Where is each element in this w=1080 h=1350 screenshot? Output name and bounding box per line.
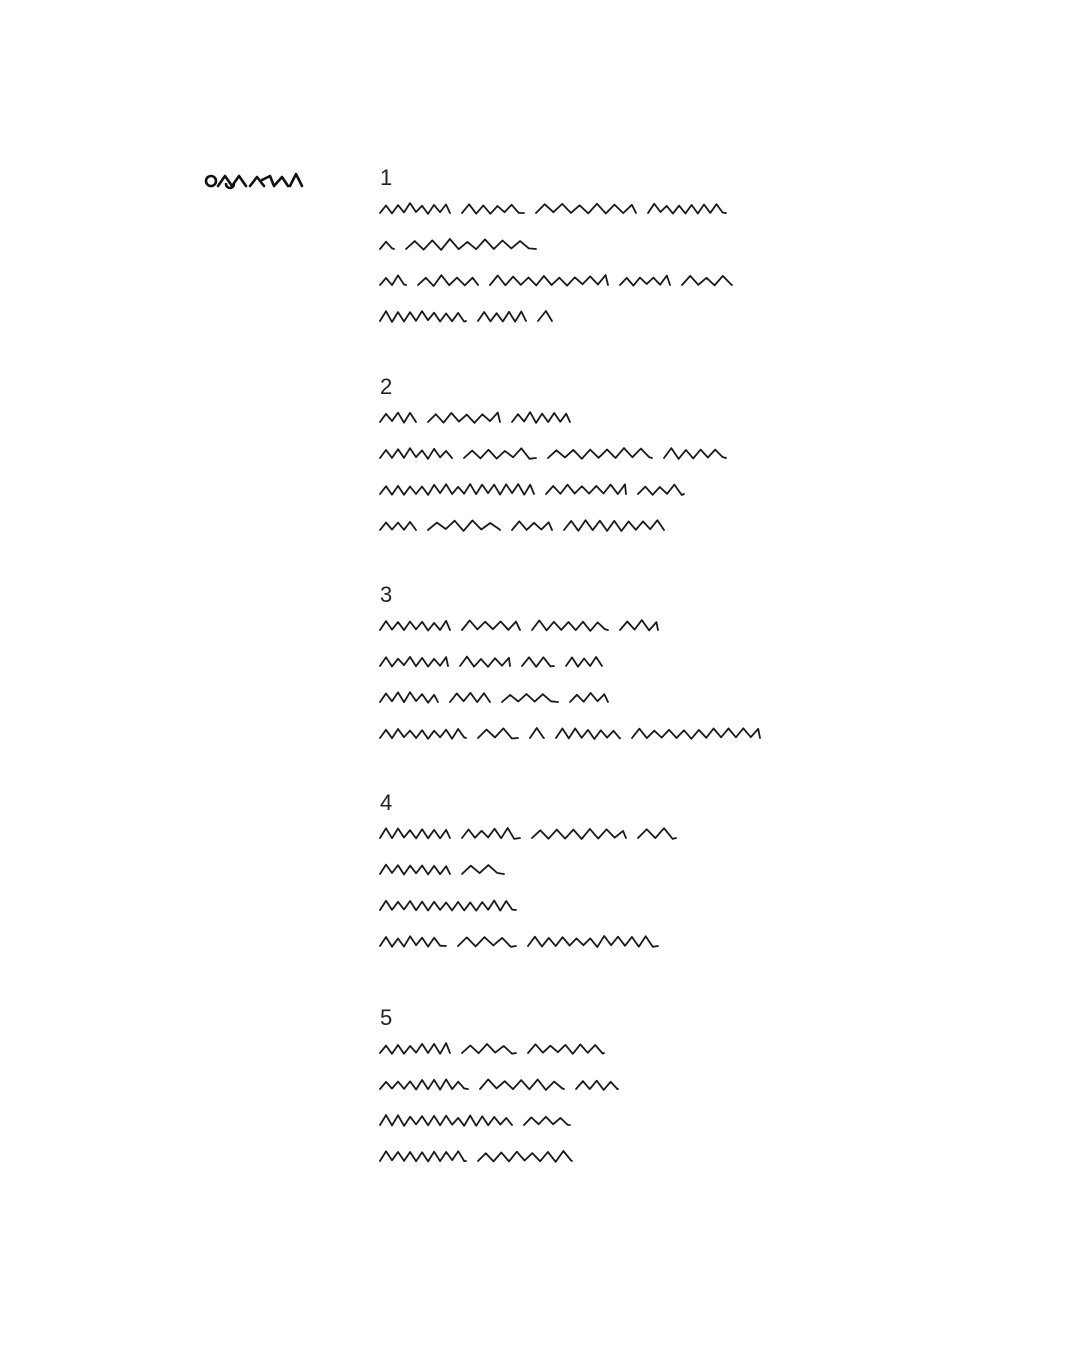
glyph-word [428,413,500,423]
verse-line [380,399,800,435]
glyph-word [502,694,558,702]
glyph-word [522,657,554,667]
verse-line [380,190,800,226]
verse-line-text [380,507,381,508]
verse-line-text [380,923,381,924]
verse-line [380,298,800,334]
verse-line [380,1066,800,1102]
glyph-word [380,865,450,875]
glyph-word [462,828,520,839]
verse-line-text [380,262,381,263]
verse-line [380,1030,800,1066]
stanza-number: 2 [380,374,393,399]
glyph-word [528,1044,604,1054]
verse-line-text [380,1138,381,1139]
glyph-word [528,936,658,947]
glyph-word [380,275,406,285]
verse-line [380,226,800,262]
document-title-glyphs [202,166,312,192]
stanza-5 [380,1006,800,1174]
glyph-word [418,275,478,286]
verse-line-glyphs [380,201,800,217]
verse-line-glyphs [380,446,800,462]
glyph-word [480,1079,564,1090]
verse-line [380,643,800,679]
glyph-word [648,204,726,214]
verse-line [380,679,800,715]
stanza-1 [380,166,800,334]
glyph-word [524,1117,570,1125]
glyph-word [570,693,608,702]
verse-line-glyphs [380,410,800,426]
verse-line-glyphs [380,862,800,878]
glyph-word [478,1151,572,1162]
glyph-word [462,620,520,630]
glyph-word [462,1044,516,1054]
glyph-word [478,728,518,738]
glyph-word [380,484,534,495]
verse-line-text [380,607,381,608]
glyph-word [620,276,670,286]
stanza-number: 4 [380,790,393,815]
glyph-word [536,204,636,214]
glyph-word [576,1081,618,1090]
stanza-number: 3 [380,582,393,607]
glyph-word [450,693,490,702]
glyph-word [380,413,416,423]
verse-line-glyphs [380,309,800,325]
verse-line [380,262,800,298]
verse-line-glyphs [380,618,800,634]
verse-line-glyphs [380,726,800,742]
verse-line-glyphs [380,1113,800,1129]
glyph-word [380,828,450,838]
document-title [202,166,312,192]
verse-line-glyphs [380,273,800,289]
verse-line-text [380,1030,381,1031]
glyph-word [406,239,536,250]
stanza-3 [380,583,800,751]
verse-line-glyphs [380,1149,800,1165]
glyph-word [380,448,452,459]
glyph-word [462,865,504,874]
verse-line-glyphs [380,654,800,670]
verse-line-text [380,679,381,680]
verse-line [380,887,800,923]
verse-line-glyphs [380,934,800,950]
glyph-word [428,521,500,531]
verse-line-text [380,1102,381,1103]
glyph-word [632,728,760,739]
verse-line [380,507,800,543]
glyph-word [380,936,446,946]
glyph-word [380,729,466,739]
verse-line-glyphs [380,237,800,253]
verse-line-text [380,190,381,191]
verse-line-glyphs [380,898,800,914]
verse-line-text [380,887,381,888]
verse-line [380,851,800,887]
verse-line-glyphs [380,826,800,842]
verse-line [380,1102,800,1138]
glyph-word [458,937,516,947]
verse-line [380,715,800,751]
glyph-word [380,242,394,249]
glyph-word [464,448,536,459]
verse-line-text [380,1066,381,1067]
verse-line [380,435,800,471]
glyph-word [478,312,526,322]
verse-line-text [380,399,381,400]
glyph-word [380,1151,466,1161]
glyph-word [532,829,626,839]
verse-line [380,1138,800,1174]
glyph-word [380,621,450,631]
glyph-word [638,485,684,495]
verse-line [380,607,800,643]
glyph-word [380,1079,468,1089]
glyph-word [538,311,552,321]
stanza-number: 5 [380,1005,393,1030]
glyph-word [548,448,652,459]
glyph-word [380,657,448,667]
glyph-word [546,484,626,494]
glyph-word [460,657,510,667]
verse-line-text [380,298,381,299]
glyph-word [380,522,416,530]
verse-line-glyphs [380,690,800,706]
stanza-4 [380,791,800,959]
verse-line [380,471,800,507]
verse-line-text [380,471,381,472]
glyph-word [682,276,732,286]
verse-line [380,815,800,851]
glyph-word [620,620,658,630]
verse-line-text [380,643,381,644]
verse-line-text [380,715,381,716]
glyph-word [380,311,466,322]
glyph-word [380,901,516,911]
glyph-word [532,620,608,631]
verse-line-text [380,851,381,852]
verse-line-glyphs [380,1077,800,1093]
glyph-word [380,1043,450,1054]
verse-line-text [380,226,381,227]
stanza-2 [380,375,800,543]
verse-line-glyphs [380,518,800,534]
glyph-word [638,828,676,839]
glyph-word [490,275,608,286]
glyph-word [380,203,450,214]
verse-line-text [380,815,381,816]
verse-line-glyphs [380,482,800,498]
glyph-word [380,692,438,703]
verse-line [380,923,800,959]
verse-line-text [380,435,381,436]
verse-line-glyphs [380,1041,800,1057]
glyph-word [530,728,544,738]
glyph-word [512,412,570,423]
glyph-word [380,1115,512,1126]
glyph-word [462,204,524,214]
glyph-word [512,521,552,530]
stanza-number: 1 [380,165,393,190]
glyph-word [566,657,602,667]
glyph-word [664,448,726,459]
glyph-word [564,520,664,531]
glyph-word [556,729,620,740]
